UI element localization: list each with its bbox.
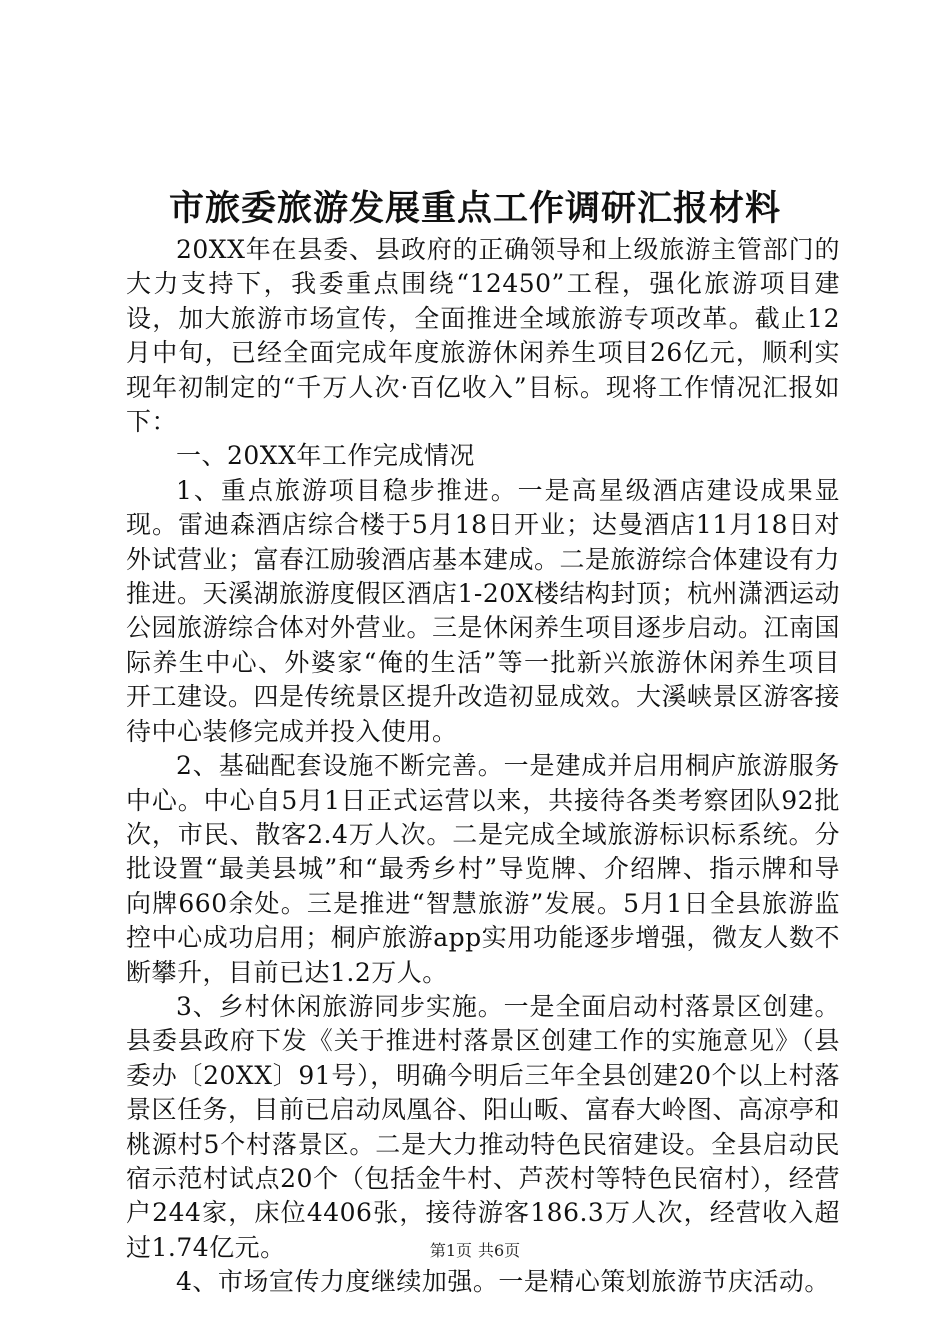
paragraph-intro: 20XX年在县委、县政府的正确领导和上级旅游主管部门的大力支持下，我委重点围绕“12450”工程，强化旅游项目建设，加大旅游市场宣传，全面推进全域旅游专项改革。截止12月中旬，已经全面完成年度旅游休闲养生项目26亿元，顺利实现年初制定的“千万人次·百亿收入”目标。现将工作情况汇报如下： [126,235,840,437]
paragraph-item-2: 2、基础配套设施不断完善。一是建成并启用桐庐旅游服务中心。中心自5月1日正式运营以来，共接待各类考察团队92批次，市民、散客2.4万人次。二是完成全域旅游标识标系统。分批设置“最美县城”和“最秀乡村”导览牌、介绍牌、指示牌和导向牌660余处。三是推进“智慧旅游”发展。5月1日全县旅游监控中心成功启用；桐庐旅游app实用功能逐步增强，微友人数不断攀升，目前已达1.2万人。 [126,751,840,987]
document-body [126,233,840,1300]
paragraph-item-1: 1、重点旅游项目稳步推进。一是高星级酒店建设成果显现。雷迪森酒店综合楼于5月18日开业；达曼酒店11月18日对外试营业；富春江励骏酒店基本建成。二是旅游综合体建设有力推进。天溪湖旅游度假区酒店1-20X楼结构封顶；杭州潇洒运动公园旅游综合体对外营业。三是休闲养生项目逐步启动。江南国际养生中心、外婆家“俺的生活”等一批新兴旅游休闲养生项目开工建设。四是传统景区提升改造初显成效。大溪峡景区游客接待中心装修完成并投入使用。 [126,475,841,746]
section-heading-1: 一、20XX年工作完成情况 [176,441,475,471]
page-total: 共6页 [478,1241,521,1260]
page-number: 第1页 [429,1241,472,1260]
paragraph-item-4: 4、市场宣传力度继续加强。一是精心策划旅游节庆活动。 [176,1267,830,1297]
paragraph-item-3: 3、乡村休闲旅游同步实施。一是全面启动村落景区创建。县委县政府下发《关于推进村落景区创建工作的实施意见》（县委办〔20XX〕91号），明确今明后三年全县创建20个以上村落景区任务，目前已启动凤凰谷、阳山畈、富春大岭图、高凉亭和桃源村5个村落景区。二是大力推动特色民宿建设。全县启动民宿示范村试点20个（包括金牛村、芦茨村等特色民宿村），经营户244家，床位4406张，接待游客186.3万人次，经营收入超过1.74亿元。 [126,991,841,1262]
document-title: 市旅委旅游发展重点工作调研汇报材料 [168,188,781,229]
page-footer [0,1240,950,1262]
